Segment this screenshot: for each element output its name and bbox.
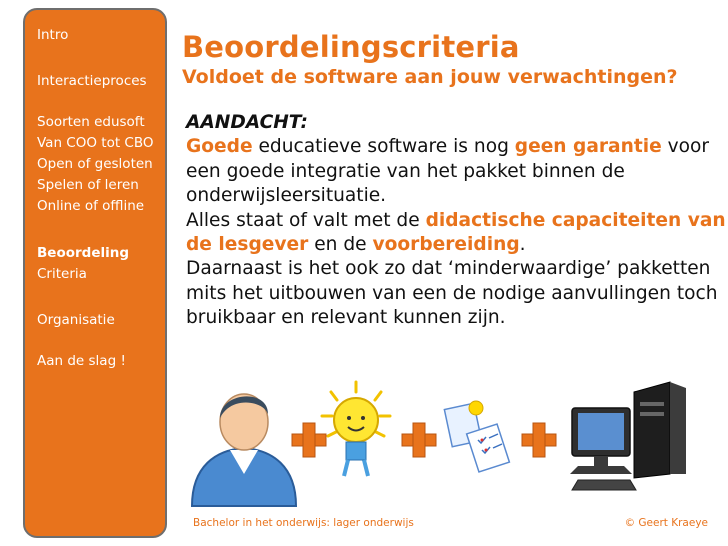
sidebar-item-interactieproces[interactable]: Interactieproces [37, 73, 147, 89]
sidebar-nav [23, 8, 167, 538]
footer-copyright: © Geert Kraeye [624, 517, 708, 529]
highlight-voorbereiding: voorbereiding [372, 234, 520, 256]
sidebar-item-criteria[interactable]: Criteria [37, 266, 87, 282]
sidebar-item-online-of-offline[interactable]: Online of offline [37, 198, 145, 214]
sidebar-item-aan-de-slag[interactable]: Aan de slag ! [37, 353, 126, 369]
body-text: . [519, 234, 526, 256]
body-text: Alles staat of valt met de [186, 209, 426, 231]
slide-subtitle: Voldoet de software aan jouw verwachtingen? [182, 66, 678, 88]
plus-icon [402, 423, 436, 457]
slide-body [186, 111, 726, 331]
teacher-icon [192, 394, 296, 506]
highlight-geen-garantie: geen garantie [514, 136, 662, 158]
computer-icon [570, 382, 686, 490]
sidebar-item-intro[interactable]: Intro [37, 27, 69, 43]
attention-paragraph [186, 111, 726, 209]
sidebar-item-van-coo-tot-cbo[interactable]: Van COO tot CBO [37, 135, 154, 151]
sidebar-item-organisatie[interactable]: Organisatie [37, 312, 115, 328]
body-text: voor een goede integratie van het pakket binnen de onderwijsleersituatie. [186, 136, 710, 207]
illustration-row [186, 378, 722, 508]
slide-title: Beoordelingscriteria [182, 30, 520, 64]
additional-paragraph: Daarnaast is het ook zo dat ‘minderwaardige’ pakketten mits het uitbouwen van een de nodige aanvullingen toch bruikbaar en relevant kunnen zijn. [186, 258, 718, 329]
didactic-paragraph [186, 209, 726, 258]
documents-icon [444, 401, 509, 472]
body-text: en de [308, 234, 373, 256]
footer-program: Bachelor in het onderwijs: lager onderwijs [193, 517, 414, 529]
plus-icon [292, 423, 326, 457]
sidebar-item-open-of-gesloten[interactable]: Open of gesloten [37, 156, 153, 172]
highlight-goede: Goede [186, 136, 253, 158]
sidebar-item-spelen-of-leren[interactable]: Spelen of leren [37, 177, 139, 193]
plus-icon [522, 423, 556, 457]
attention-label: AANDACHT: [186, 112, 308, 133]
highlight-didactische-capaciteiten: didactische capaciteiten van de lesgever [186, 209, 726, 256]
body-text: educatieve software is nog [252, 136, 515, 158]
sidebar-item-soorten-edusoft[interactable]: Soorten edusoft [37, 114, 145, 130]
sidebar-item-beoordeling[interactable]: Beoordeling [37, 245, 130, 261]
lightbulb-icon [322, 382, 390, 476]
